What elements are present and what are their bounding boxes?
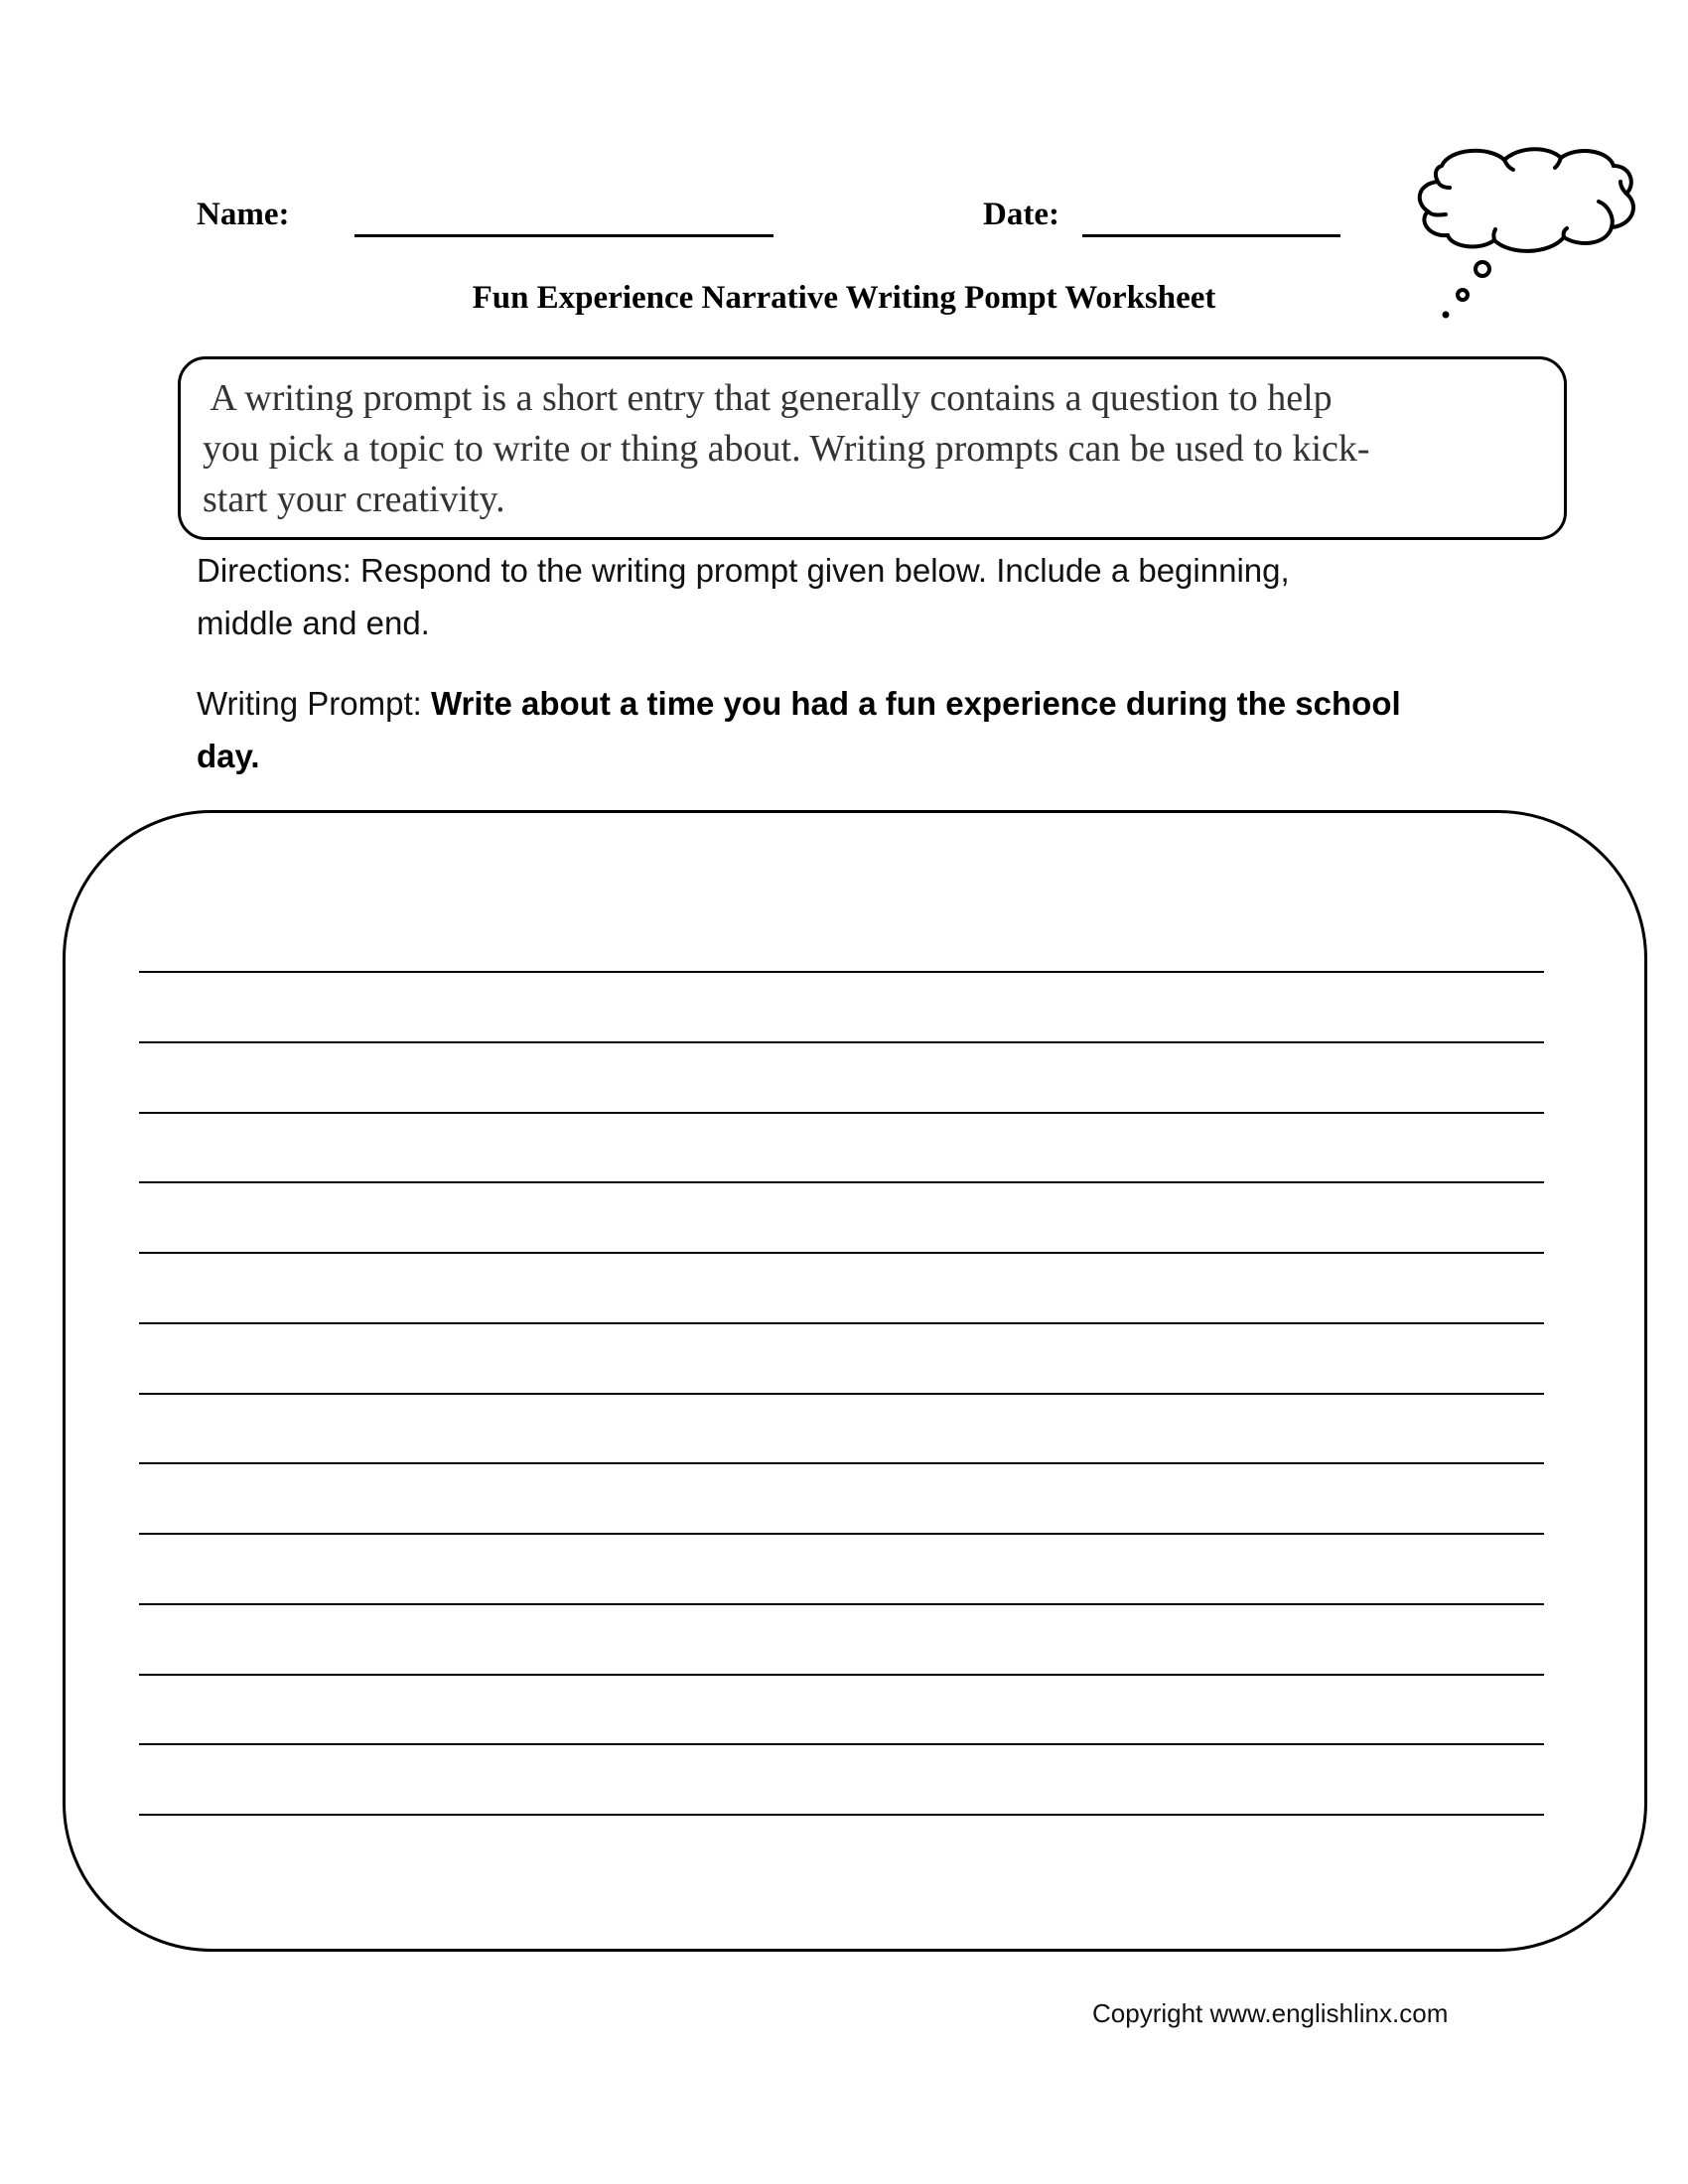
answer-line-9[interactable] <box>139 1533 1544 1535</box>
writing-prompt-label: Writing Prompt: <box>197 685 431 722</box>
thought-cloud-icon <box>1410 144 1648 328</box>
writing-prompt <box>197 677 1517 782</box>
answer-line-7[interactable] <box>139 1393 1544 1395</box>
intro-box <box>178 356 1567 540</box>
intro-line: A writing prompt is a short entry that generally contains a question to help <box>203 377 1333 419</box>
directions-line: Directions: Respond to the writing prompt given below. Include a beginning, <box>197 552 1290 589</box>
answer-line-5[interactable] <box>139 1252 1544 1254</box>
writing-prompt-text: Write about a time you had a fun experience during the school <box>430 685 1401 722</box>
answer-line-8[interactable] <box>139 1462 1544 1464</box>
answer-line-2[interactable] <box>139 1041 1544 1043</box>
name-field[interactable] <box>354 234 774 237</box>
answer-line-12[interactable] <box>139 1743 1544 1745</box>
answer-line-13[interactable] <box>139 1814 1544 1816</box>
date-field[interactable] <box>1082 234 1340 237</box>
date-label: Date: <box>983 197 1059 232</box>
answer-line-10[interactable] <box>139 1603 1544 1605</box>
directions <box>197 544 1487 649</box>
intro-line: start your creativity. <box>203 478 505 520</box>
worksheet-title: Fun Experience Narrative Writing Pompt Worksheet <box>472 280 1216 316</box>
copyright: Copyright www.englishlinx.com <box>1092 1998 1449 2028</box>
answer-line-6[interactable] <box>139 1322 1544 1324</box>
intro-text <box>203 373 1563 525</box>
answer-line-4[interactable] <box>139 1181 1544 1183</box>
answer-line-3[interactable] <box>139 1112 1544 1114</box>
answer-line-11[interactable] <box>139 1674 1544 1676</box>
writing-prompt-text-cont: day. <box>197 738 260 774</box>
answer-area[interactable] <box>63 810 1647 1952</box>
intro-line: you pick a topic to write or thing about. Writing prompts can be used to kick- <box>203 428 1370 470</box>
answer-line-1[interactable] <box>139 971 1544 973</box>
name-label: Name: <box>197 197 290 232</box>
directions-line: middle and end. <box>197 605 430 641</box>
